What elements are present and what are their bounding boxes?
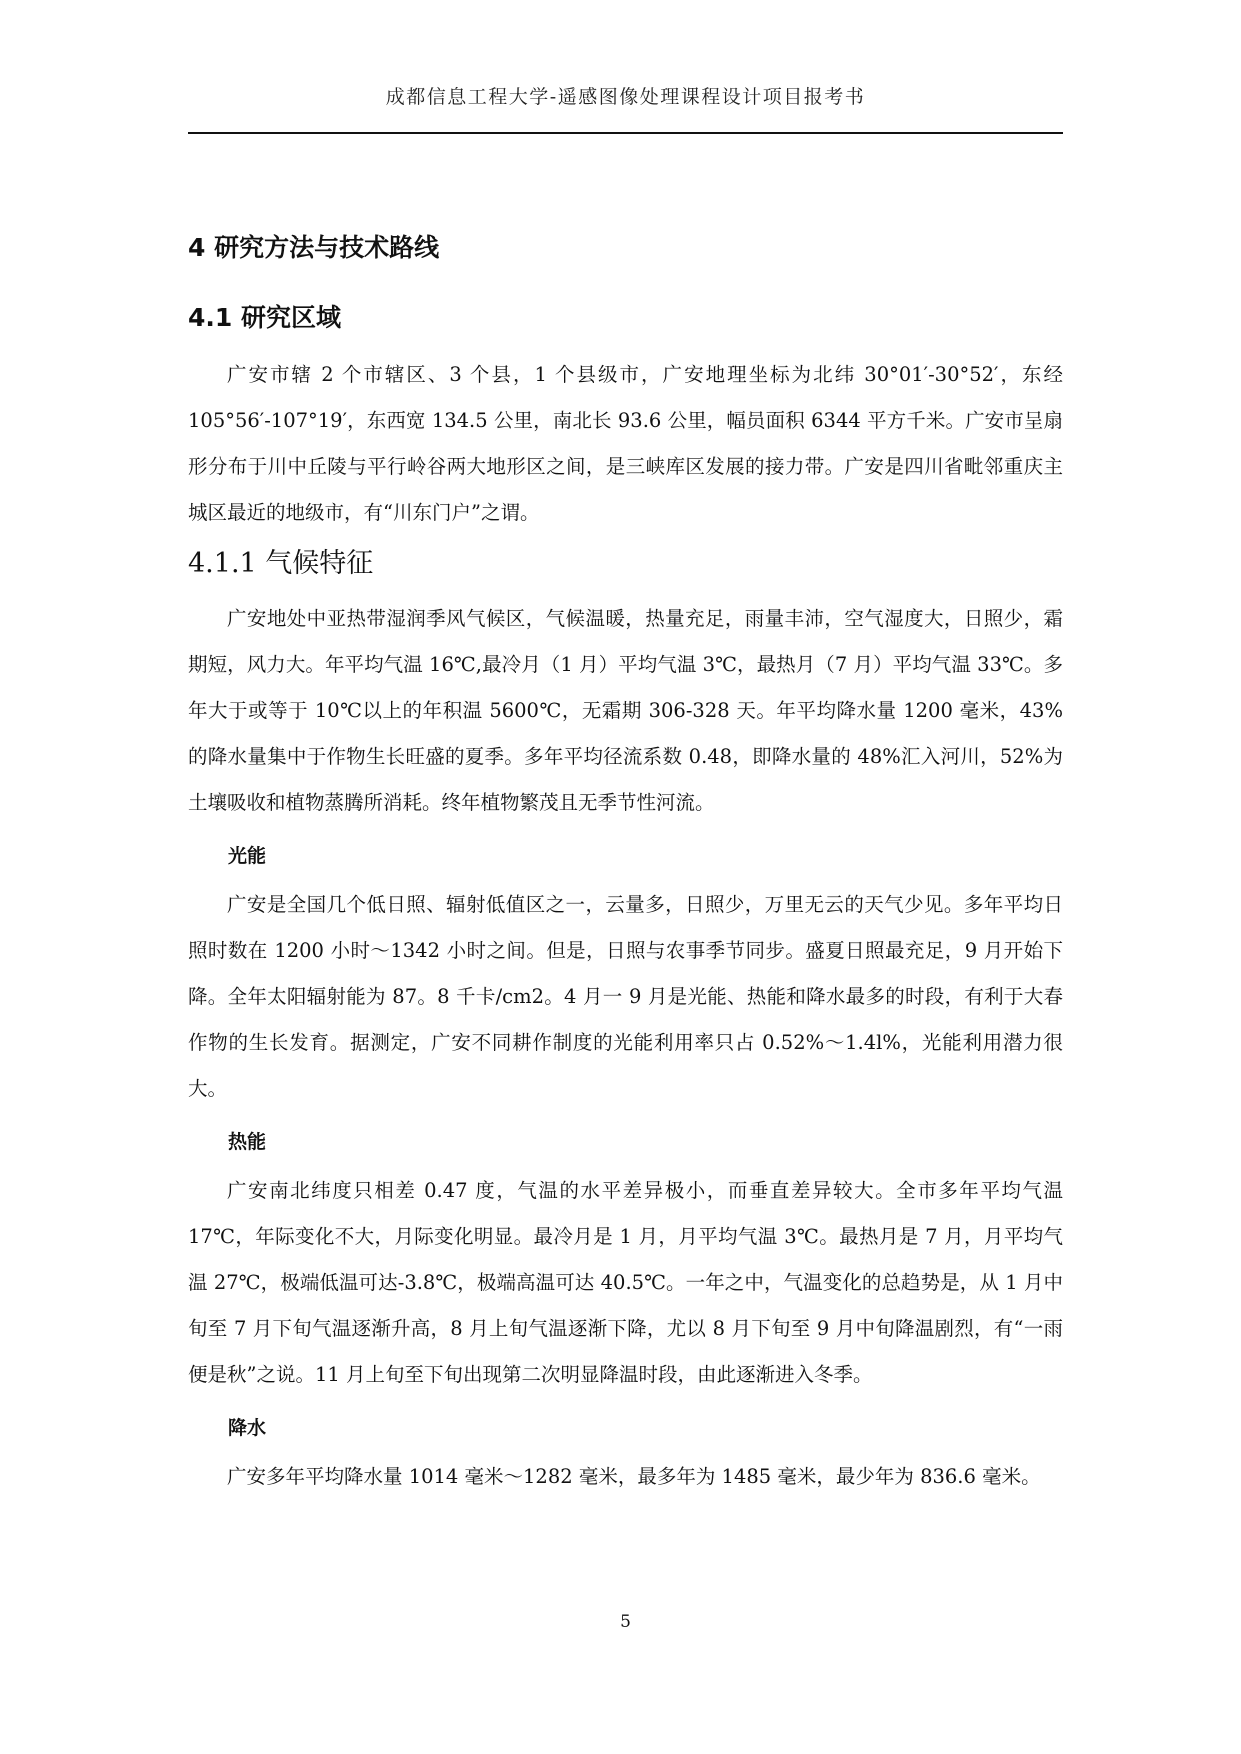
climate-heading: 4.1.1 气候特征 (188, 548, 374, 579)
section-heading: 4 研究方法与技术路线 (188, 233, 440, 262)
page-header: 成都信息工程大学-遥感图像处理课程设计项目报考书 (385, 86, 866, 108)
light-energy-paragraph: 广安是全国几个低日照、辐射低值区之一，云量多，日照少，万里无云的天气少见。多年平均日照时数在 1200 小时～1342 小时之间。但是，日照与农事季节同步。盛夏日照最充足，9 月开始下降。全年太阳辐射能为 87。8 千卡/cm2。4 月一 9 月是光能、热能和降水最多的时段，有利于大春作物的生长发育。据测定，广安不同耕作制度的光能利用率只占 0.52%～1.4l%，光能利用潜力很大。 (188, 893, 1063, 1100)
heat-energy-heading: 热能 (228, 1131, 267, 1153)
precipitation-paragraph: 广安多年平均降水量 1014 毫米～1282 毫米，最多年为 1485 毫米，最少年为 836.6 毫米。 (227, 1465, 1041, 1488)
header-rule (188, 132, 1063, 134)
study-area-paragraph: 广安市辖 2 个市辖区、3 个县，1 个县级市，广安地理坐标为北纬 30°01′-30°52′，东经 105°56′-107°19′，东西宽 134.5 公里，南北长 93.6 公里，幅员面积 6344 平方千米。广安市呈扇形分布于川中丘陵与平行岭谷两大地形区之间，是三峡库区发展的接力带。广安是四川省毗邻重庆主城区最近的地级市，有“川东门户”之谓。 (188, 363, 1063, 524)
light-energy-heading: 光能 (228, 845, 267, 867)
climate-paragraph: 广安地处中亚热带湿润季风气候区，气候温暖，热量充足，雨量丰沛，空气湿度大，日照少，霜期短，风力大。年平均气温 16℃,最冷月（1 月）平均气温 3℃，最热月（7 月）平均气温 33℃。多年大于或等于 10℃以上的年积温 5600℃，无霜期 306-328 天。年平均降水量 1200 毫米，43%的降水量集中于作物生长旺盛的夏季。多年平均径流系数 0.48，即降水量的 48%汇入河川，52%为土壤吸收和植物蒸腾所消耗。终年植物繁茂且无季节性河流。 (188, 607, 1063, 814)
page-number: 5 (620, 1612, 631, 1632)
page-content (188, 228, 1063, 1500)
subsection-heading: 4.1 研究区域 (188, 303, 341, 332)
precipitation-heading: 降水 (228, 1417, 267, 1439)
heat-energy-paragraph: 广安南北纬度只相差 0.47 度，气温的水平差异极小，而垂直差异较大。全市多年平均气温 17℃，年际变化不大，月际变化明显。最冷月是 1 月，月平均气温 3℃。最热月是 7 月，月平均气温 27℃，极端低温可达-3.8℃，极端高温可达 40.5℃。一年之中，气温变化的总趋势是，从 1 月中旬至 7 月下旬气温逐渐升高，8 月上旬气温逐渐下降，尤以 8 月下旬至 9 月中旬降温剧烈，有“一雨便是秋”之说。11 月上旬至下旬出现第二次明显降温时段，由此逐渐进入冬季。 (188, 1179, 1063, 1386)
